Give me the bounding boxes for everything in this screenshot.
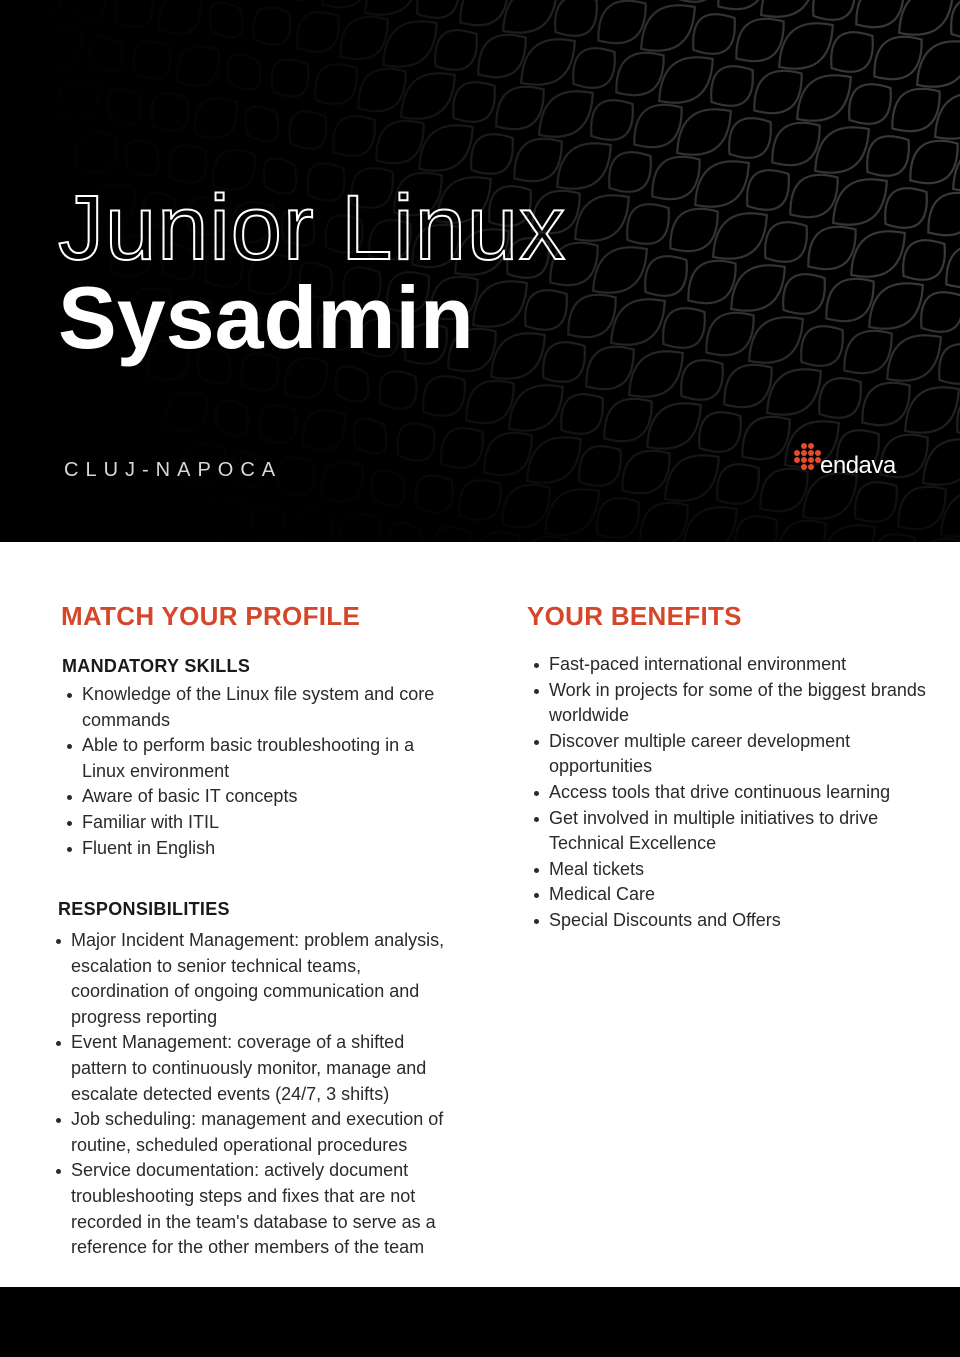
job-location: CLUJ-NAPOCA	[64, 459, 283, 481]
match-profile-heading: MATCH YOUR PROFILE	[61, 601, 361, 631]
endava-logo-text: endava	[820, 452, 896, 479]
mandatory-skills-list	[60, 682, 460, 861]
list-item: Able to perform basic troubleshooting in a Linux environment	[60, 733, 460, 784]
list-item: Discover multiple career development opportunities	[527, 729, 927, 780]
list-item: Work in projects for some of the biggest brands worldwide	[527, 678, 927, 729]
endava-logo	[792, 442, 912, 482]
list-item: Familiar with ITIL	[60, 810, 460, 836]
mandatory-skills-heading: MANDATORY SKILLS	[62, 656, 251, 676]
responsibilities-heading: RESPONSIBILITIES	[58, 899, 230, 919]
list-item: Service documentation: actively document troubleshooting steps and fixes that are not recorded in the team's database to serve as a reference for the other members of the team	[49, 1158, 449, 1260]
list-item: Access tools that drive continuous learning	[527, 780, 927, 806]
list-item: Medical Care	[527, 882, 927, 908]
job-title-line-2: Sysadmin	[58, 268, 474, 367]
job-title-line-1: Junior Linux	[58, 177, 567, 279]
hero-banner	[0, 0, 960, 542]
footer-bar	[0, 1287, 960, 1357]
list-item: Knowledge of the Linux file system and core commands	[60, 682, 460, 733]
list-item: Fluent in English	[60, 836, 460, 862]
your-benefits-heading: YOUR BENEFITS	[527, 601, 742, 631]
list-item: Special Discounts and Offers	[527, 908, 927, 934]
list-item: Meal tickets	[527, 857, 927, 883]
list-item: Major Incident Management: problem analysis, escalation to senior technical teams, coordination of ongoing communication and progress reporting	[49, 928, 449, 1030]
benefits-list	[527, 652, 927, 934]
responsibilities-list	[49, 928, 449, 1261]
list-item: Fast-paced international environment	[527, 652, 927, 678]
list-item: Get involved in multiple initiatives to drive Technical Excellence	[527, 806, 927, 857]
list-item: Job scheduling: management and execution of routine, scheduled operational procedures	[49, 1107, 449, 1158]
list-item: Event Management: coverage of a shifted pattern to continuously monitor, manage and escalate detected events (24/7, 3 shifts)	[49, 1030, 449, 1107]
list-item: Aware of basic IT concepts	[60, 784, 460, 810]
